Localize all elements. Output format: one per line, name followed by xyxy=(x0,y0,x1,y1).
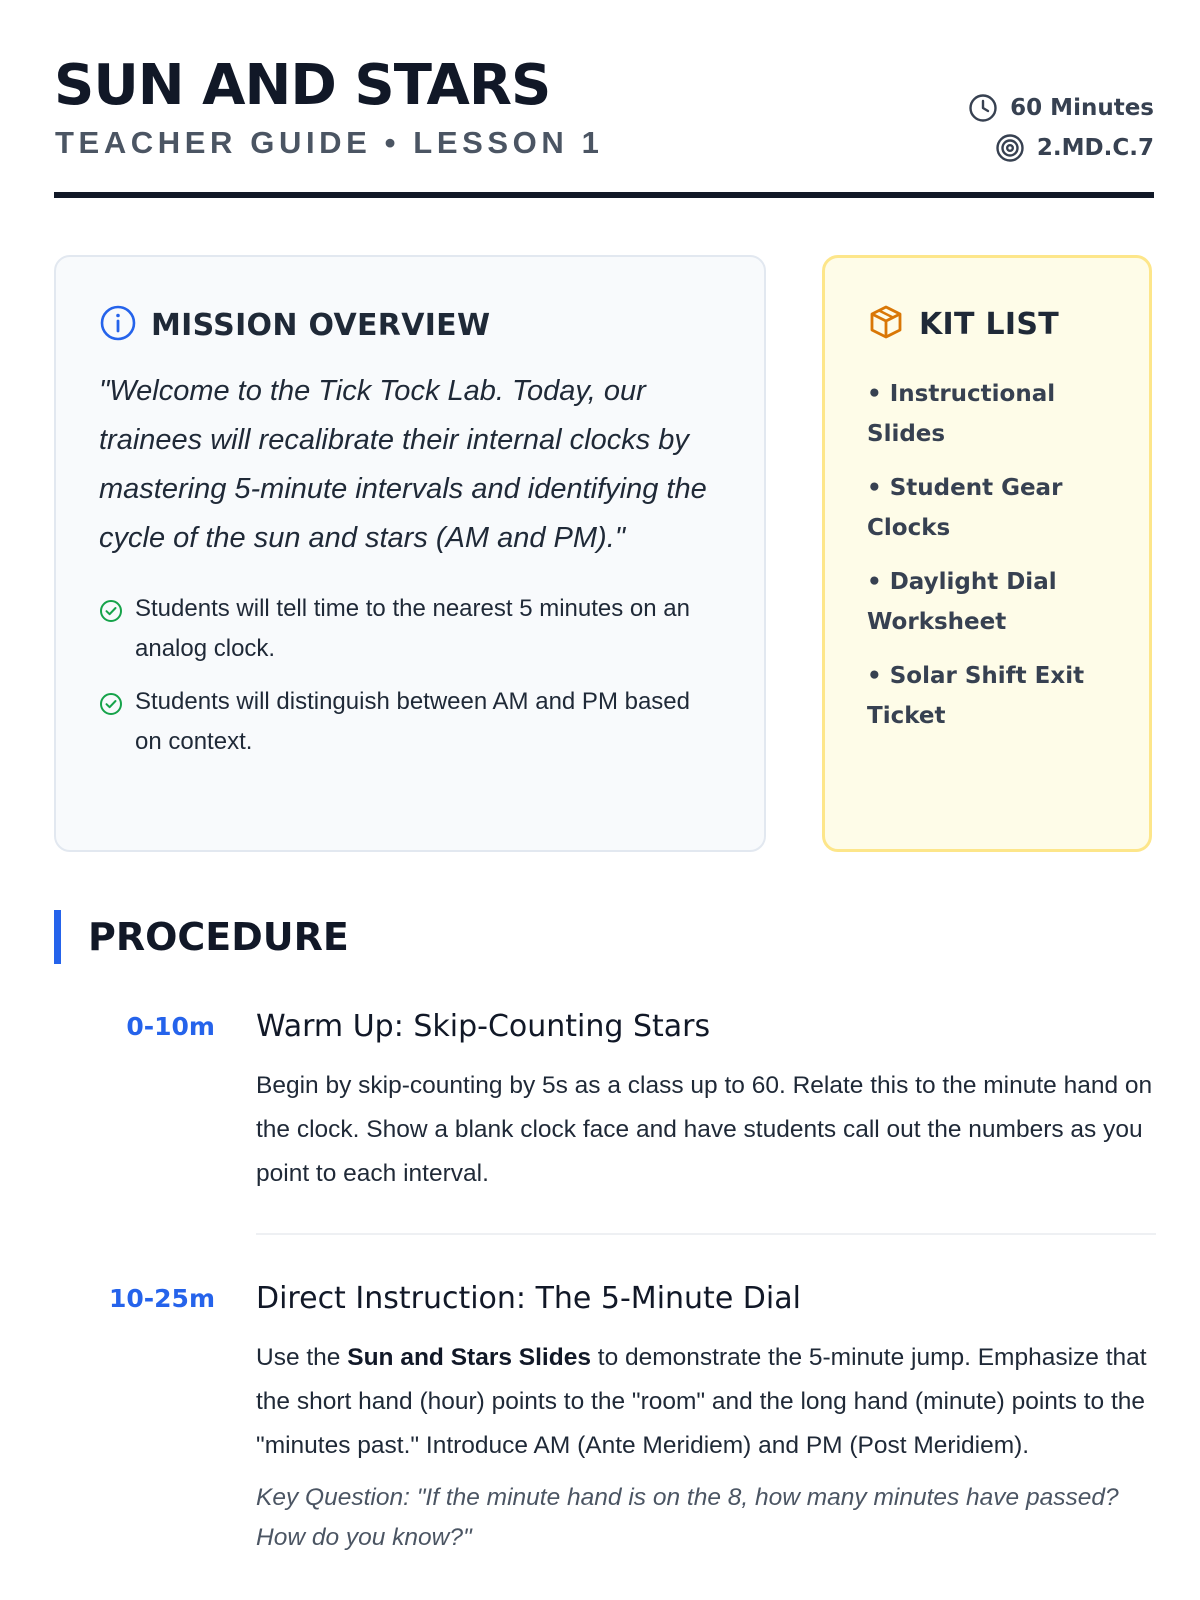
kit-header xyxy=(867,304,1119,344)
header-rule xyxy=(54,192,1154,198)
key-question: Key Question: "If the minute hand is on the 8, how many minutes have passed? How do you know?" xyxy=(256,1484,1119,1551)
step-body xyxy=(256,1005,1156,1196)
mission-title: MISSION OVERVIEW xyxy=(151,307,491,343)
kit-item: • Daylight Dial Worksheet xyxy=(867,569,1057,635)
kit-items-list xyxy=(867,374,1119,736)
check-circle-icon xyxy=(99,692,123,721)
step-text-rest: to demonstrate the 5-minute jump. Emphasize that the short hand (hour) points to the "room" and the long hand (minute) points to the "minutes past." Introduce AM (Ante Meridiem) and PM (Post Meridiem). xyxy=(256,1344,1147,1459)
duration-text: 60 Minutes xyxy=(1010,95,1154,121)
step-body xyxy=(256,1277,1156,1558)
procedure-accent-bar xyxy=(54,910,61,964)
target-icon xyxy=(995,133,1025,163)
kit-item: • Instructional Slides xyxy=(867,381,1056,447)
kit-item: • Solar Shift Exit Ticket xyxy=(867,663,1085,729)
procedure-title: PROCEDURE xyxy=(88,915,349,959)
kit-item: • Student Gear Clocks xyxy=(867,475,1063,541)
kit-title: KIT LIST xyxy=(919,306,1060,342)
objective-text: Students will distinguish between AM and PM based on context. xyxy=(135,688,690,755)
step-text-lead: Use the xyxy=(256,1344,348,1371)
page-subtitle: TEACHER GUIDE • LESSON 1 xyxy=(55,125,604,160)
kit-list-card xyxy=(822,255,1152,852)
duration-row xyxy=(968,88,1154,128)
mission-header xyxy=(99,305,722,345)
objective-text: Students will tell time to the nearest 5 minutes on an analog clock. xyxy=(135,595,690,662)
standard-text: 2.MD.C.7 xyxy=(1036,135,1154,161)
clock-icon xyxy=(968,93,998,123)
mission-quote: "Welcome to the Tick Tock Lab. Today, our trainees will recalibrate their internal clocks by mastering 5-minute intervals and identifying the cycle of the sun and stars (AM and PM)." xyxy=(99,375,707,554)
box-icon xyxy=(867,303,905,346)
step-text xyxy=(256,1336,1156,1468)
info-icon xyxy=(99,304,137,347)
objectives-list xyxy=(99,589,722,762)
step-time: 10-25m xyxy=(108,1284,215,1313)
mission-overview-card xyxy=(54,255,766,852)
slides-reference: Sun and Stars Slides xyxy=(347,1344,591,1371)
step-title: Direct Instruction: The 5-Minute Dial xyxy=(256,1281,801,1316)
step-text: Begin by skip-counting by 5s as a class up to 60. Relate this to the minute hand on the clock. Show a blank clock face and have students call out the numbers as you point to each interval. xyxy=(256,1072,1153,1187)
lesson-meta xyxy=(968,88,1154,168)
standard-row xyxy=(968,128,1154,168)
objective-item xyxy=(99,682,722,762)
check-circle-icon xyxy=(99,599,123,628)
objective-item xyxy=(99,589,722,669)
step-divider xyxy=(256,1233,1156,1235)
step-time: 0-10m xyxy=(126,1012,215,1041)
page-title: SUN AND STARS xyxy=(54,53,551,118)
step-title: Warm Up: Skip-Counting Stars xyxy=(256,1009,711,1044)
